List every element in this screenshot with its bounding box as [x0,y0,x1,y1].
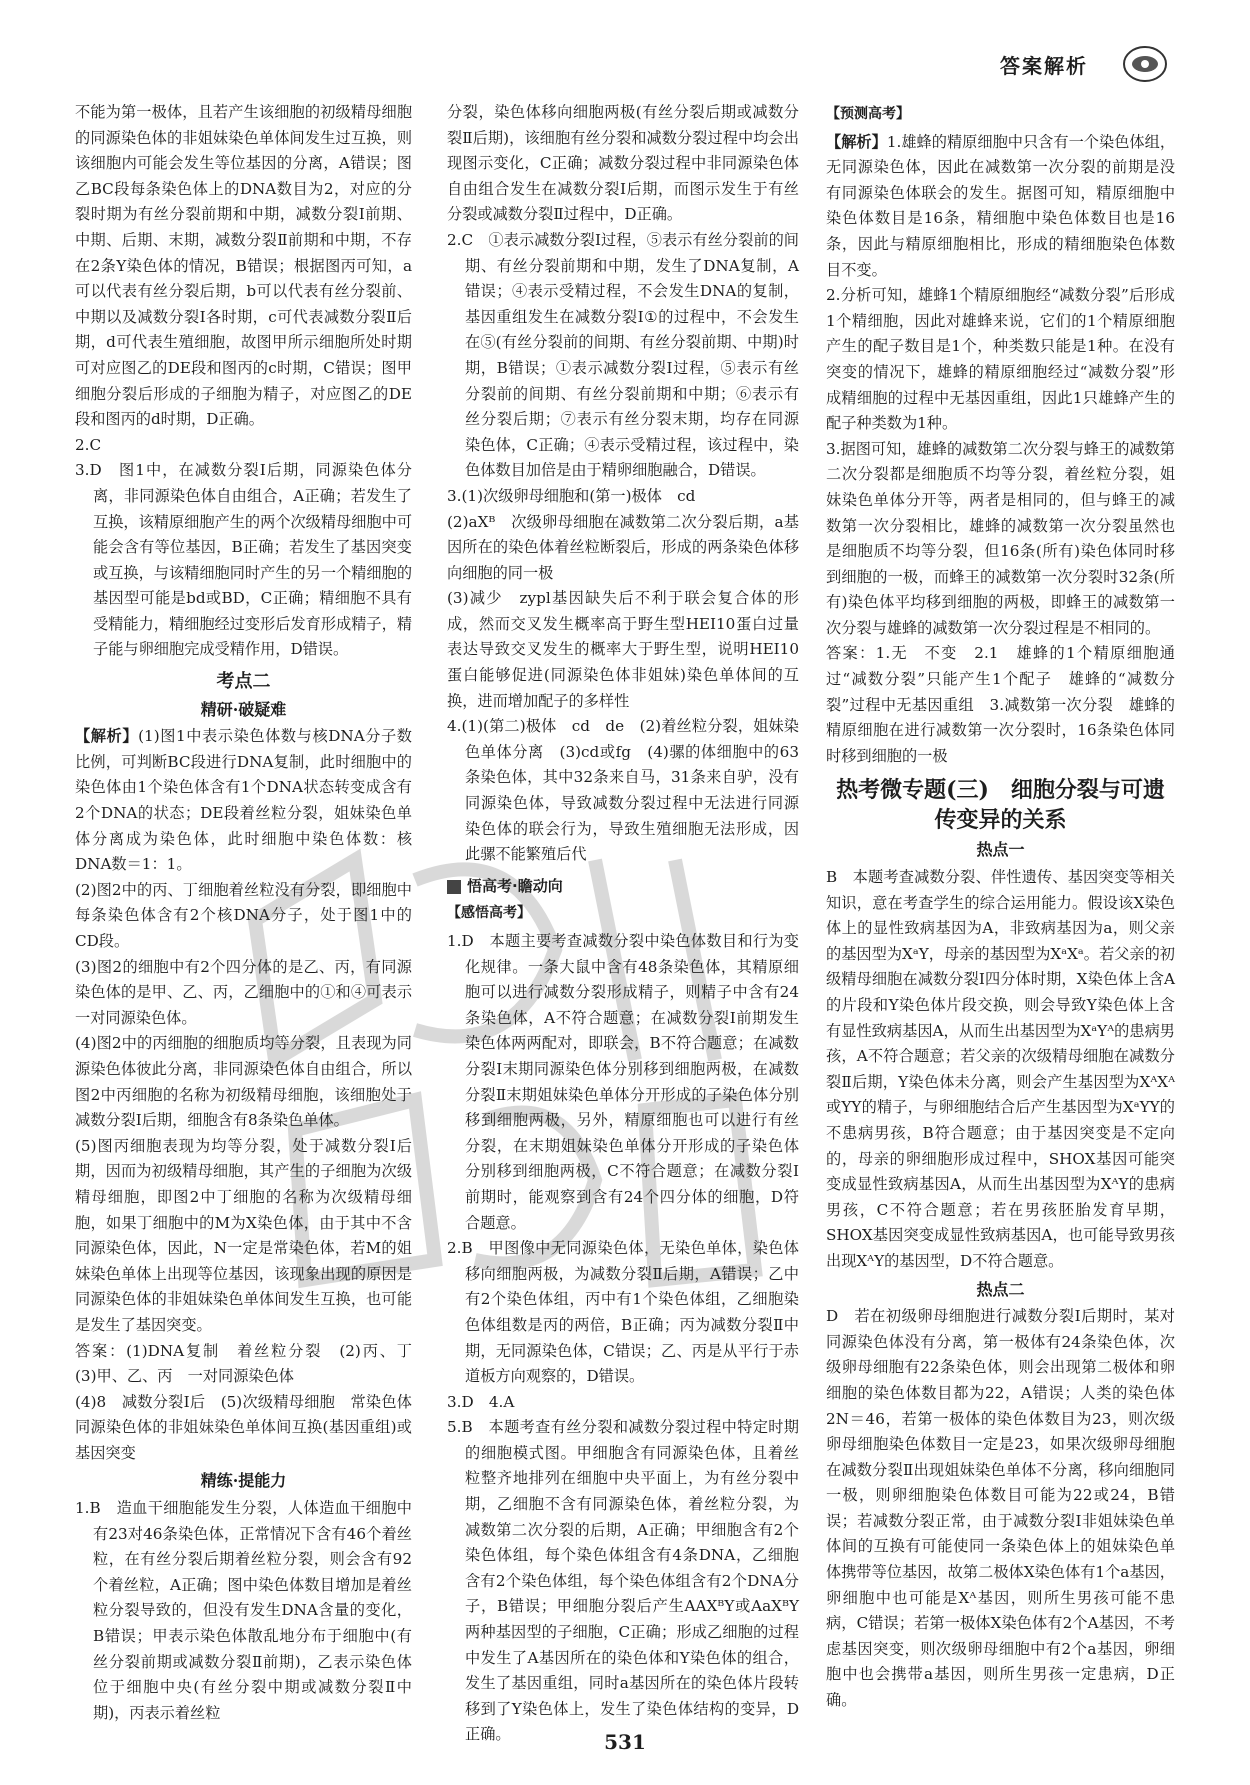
analysis-paragraph: (4)图2中的丙细胞的细胞质均等分裂，且表现为同源染色体彼此分离，非同源染色体自由组合，所以图2中丙细胞的名称为初级精母细胞，该细胞处于减数分裂Ⅰ后期，细胞含有8条染色单体。 [75,1034,412,1130]
analysis-paragraph: 3.据图可知，雄蜂的减数第二次分裂与蜂王的减数第二次分裂都是细胞质不均等分裂，着丝粒分裂，姐妹染色单体分开等，两者是相同的，但与蜂王的减数第一次分裂相比，雄蜂的减数第一次分裂虽然也是细胞质不均等分裂，但16条(所有)染色体同时移到细胞的一极，而蜂王的减数第一次分裂时32条(所有)染色体平均移到细胞的两极，即蜂王的减数第一次分裂与雄蜂的减数第一次分裂过程是不相同的。 [826,439,1175,637]
answer-paragraph: 答案：1.无 不变 2.1 雄蜂的1个精原细胞通过“减数分裂”只能产生1个配子 雄蜂的“减数分裂”过程中无基因重组 3.减数第一次分裂 雄蜂的精原细胞在进行减数第一次分裂时，16条染色体同时移到细胞的一极 [826,644,1175,765]
grid-icon [447,880,461,894]
analysis-paragraph [826,130,1175,284]
answer-paragraph: 分裂，染色体移向细胞两极(有丝分裂后期或减数分裂Ⅱ后期)，该细胞有丝分裂和减数分裂过程中均会出现图示变化，C正确；减数分裂过程中非同源染色体自由组合发生在减数分裂Ⅰ后期，而图示发生于有丝分裂或减数分裂Ⅱ过程中，D正确。 [447,103,799,224]
topic-title: 热考微专题(三) 细胞分裂与可遗传变异的关系 [836,777,1165,834]
answer-paragraph: B 本题考查减数分裂、伴性遗传、基因突变等相关知识，意在考查学生的综合运用能力。假设该X染色体上的显性致病基因为A，非致病基因为a，则父亲的基因型为XᵃY，母亲的基因型为XᵃXᵃ。若父亲的初级精母细胞在减数分裂Ⅰ四分体时期，X染色体上含A的片段和Y染色体片段交换，则会导致Y染色体上含有显性致病基因A，从而生出基因型为XᵃYᴬ的患病男孩，A不符合题意；若父亲的次级精母细胞在减数分裂Ⅱ后期，Y染色体未分离，则会产生基因型为XᴬXᴬ或YY的精子，与卵细胞结合后产生基因型为XᵃYY的不患病男孩，B符合题意；由于基因突变是不定向的，母亲的卵细胞形成过程中，SHOX基因可能突变成显性致病基因A，从而生出基因型为XᴬY的患病男孩，C不符合题意；若在男孩胚胎发育早期，SHOX基因突变成显性致病基因A，也可能导致男孩出现XᴬY的基因型，D不符合题意。 [826,868,1175,1270]
analysis-label: 【解析】 [75,727,139,746]
analysis-text: 1.雄蜂的精原细胞中只含有一个染色体组，无同源染色体，因此在减数第一次分裂的前期是没有同源染色体联会的发生。据图可知，精原细胞中染色体数目是16条，精细胞中染色体数目也是16条，因此与精原细胞相比，形成的精细胞染色体数目不变。 [826,132,1176,279]
analysis-paragraph: (2)图2中的丙、丁细胞着丝粒没有分裂，即细胞中每条染色体含有2个核DNA分子，处于图1中的CD段。 [75,880,412,950]
answer-item: 3.D 4.A [447,1392,515,1411]
analysis-paragraph: 2.分析可知，雄蜂1个精原细胞经“减数分裂”后形成1个精细胞，因此对雄蜂来说，它们的1个精原细胞产生的配子数目是1个，种类数只能是1种。在没有突变的情况下，雄蜂的精原细胞经过“减数分裂”形成精细胞的过程中无基因重组，因此1只雄蜂产生的配子种类数为1种。 [826,286,1175,433]
section-banner [447,874,799,900]
answer-paragraph: 不能为第一极体，且若产生该细胞的初级精母细胞的同源染色体的非姐妹染色单体间发生过互换，则该细胞内可能会发生等位基因的分离，A错误；图乙BC段每条染色体上的DNA数目为2，对应的分裂时期为有丝分裂前期和中期，减数分裂Ⅰ前期、中期、后期、末期，减数分裂Ⅱ前期和中期，不存在2条Y染色体的情况，B错误；根据图丙可知，a可以代表有丝分裂后期，b可以代表有丝分裂前、中期以及减数分裂Ⅰ各时期，c可代表减数分裂Ⅱ后期，d可代表生殖细胞，故图甲所示细胞所处时期可对应图乙的DE段和图丙的c时期，C错误；图甲细胞分裂后形成的子细胞为精子，对应图乙的DE段和图丙的d时期，D正确。 [75,103,412,429]
column-left [75,100,428,1726]
answer-item: 3.D 图1中，在减数分裂Ⅰ后期，同源染色体分离，非同源染色体自由组合，A正确；若发生了互换，该精原细胞产生的两个次级精母细胞中可能会含有等位基因，B正确；若发生了基因突变或互换，与该精细胞同时产生的另一个精细胞的基因型可能是bd或BD，C正确；精细胞不具有受精能力，精细胞经过变形后发育形成精子，精子能与卵细胞完成受精作用，D错误。 [75,461,412,659]
answer-item: 2.C ①表示减数分裂Ⅰ过程，⑤表示有丝分裂前的间期、有丝分裂前期和中期，发生了DNA复制，A错误；④表示受精过程，不会发生DNA的复制，基因重组发生在减数分裂Ⅰ①的过程中，不会发生在⑤(有丝分裂前的间期、有丝分裂前期、中期)时期，B错误；①表示减数分裂Ⅰ过程，⑤表示有丝分裂前的间期、有丝分裂前期和中期；⑥表示有丝分裂后期；⑦表示有丝分裂末期，均存在同源染色体，C正确；④表示受精过程，该过程中，染色体数目加倍是由于精卵细胞融合，D错误。 [447,230,799,480]
analysis-paragraph [75,724,412,878]
subsection-title: 精研·破疑难 [200,699,287,719]
analysis-paragraph: (5)图丙细胞表现为均等分裂，处于减数分裂Ⅰ后期，因而为初级精母细胞，其产生的子细胞为次级精母细胞，即图2中丁细胞的名称为次级精母细胞，如果丁细胞中的M为X染色体，由于其中不含同源染色体，因此，N一定是常染色体，若M的姐妹染色单体上出现等位基因，该现象出现的原因是同源染色体的非姐妹染色单体间发生互换，也可能是发生了基因突变。 [75,1136,412,1334]
column-right [826,100,1175,1714]
answer-item: 5.B 本题考查有丝分裂和减数分裂过程中特定时期的细胞模式图。甲细胞含有同源染色体，且着丝粒整齐地排列在细胞中央平面上，为有丝分裂中期，乙细胞不含有同源染色体，着丝粒分裂，为减数第二次分裂的后期，A正确；甲细胞含有2个染色体组，每个染色体组含有4条DNA，乙细胞含有2个染色体组，每个染色体组含有2个DNA分子，B错误；甲细胞分裂后产生AAXᴮY或AaXᴮY两种基因型的子细胞，C正确；形成乙细胞的过程中发生了A基因所在的染色体和Y染色体的组合，发生了基因重组，同时a基因所在的染色体片段转移到了Y染色体上，发生了染色体结构的变异，D正确。 [447,1418,799,1744]
answer-paragraph: (3)减少 zypl基因缺失后不利于联会复合体的形成，然而交叉发生概率高于野生型HEI10蛋白过量表达导致交叉发生的概率大于野生型，说明HEI10蛋白能够促进(同源染色体非姐妹)染色单体间的互换，进而增加配子的多样性 [447,589,799,710]
section-tag: 【感悟高考】 [447,905,531,922]
answer-item: 1.B 造血干细胞能发生分裂，人体造血干细胞中有23对46条染色体，正常情况下含有46个着丝粒，在有丝分裂后期着丝粒分裂，则会含有92个着丝粒，A正确；图中染色体数目增加是着丝粒分裂导致的，但没有发生DNA含量的变化，B错误；甲表示染色体散乱地分布于细胞中(有丝分裂前期或减数分裂Ⅱ前期)，乙表示染色体位于细胞中央(有丝分裂中期或减数分裂Ⅱ中期)，丙表示着丝粒 [75,1499,412,1722]
page-header [0,0,1250,92]
answer-paragraph: (2)aXᴮ 次级卵母细胞在减数第二次分裂后期，a基因所在的染色体着丝粒断裂后，形成的两条染色体移向细胞的同一极 [447,512,799,582]
answer-item: 1.D 本题主要考查减数分裂中染色体数目和行为变化规律。一条大鼠中含有48条染色体，其精原细胞可以进行减数分裂形成精子，则精子中含有24条染色体，A不符合题意；在减数分裂Ⅰ前期发生染色体两两配对，即联会，B不符合题意；在减数分裂Ⅰ末期同源染色体分别移到细胞两极，在减数分裂Ⅱ末期姐妹染色单体分开形成的子染色体分别移到细胞两极，另外，精原细胞也可以进行有丝分裂，在末期姐妹染色单体分开形成的子染色体分别移到细胞两极，C不符合题意；在减数分裂Ⅰ前期时，能观察到含有24个四分体的细胞，D符合题意。 [447,932,799,1232]
analysis-label: 【解析】 [826,132,887,151]
hotspot-title: 热点二 [976,1279,1025,1299]
hotspot-title: 热点一 [976,840,1025,860]
answer-paragraph: 答案：(1)DNA复制 着丝粒分裂 (2)丙、丁 (3)甲、乙、丙 一对同源染色体 [75,1341,428,1386]
subsection-title: 精练·提能力 [200,1471,287,1491]
section-tag: 【预测高考】 [826,106,910,122]
section-title: 考点二 [216,671,271,693]
header-title: 答案解析 [1000,54,1088,78]
answer-item: 3.(1)次级卵母细胞和(第一)极体 cd [447,486,696,505]
page-number: 531 [604,1730,646,1754]
banner-label: 悟高考·瞻动向 [467,876,563,895]
answer-paragraph: D 若在初级卵母细胞进行减数分裂Ⅰ后期时，某对同源染色体没有分离，第一极体有24条染色体，次级卵母细胞有22条染色体，则会出现第二极体和卵细胞的染色体数目都为22，A错误；人类的染色体2N＝46，若第一极体的染色体数目为23，则次级卵母细胞染色体数目一定是23，如果次级卵母细胞在减数分裂Ⅱ出现姐妹染色单体不分离，移向细胞同一极，则卵细胞染色体数目可能为22或24，B错误；若减数分裂正常，由于减数分裂Ⅰ非姐妹染色单体间的互换有可能使同一条染色体上的姐妹染色单体携带等位基因，故第二极体X染色体有1个a基因，卵细胞中也可能是Xᴬ基因，则所生男孩可能不患病，C错误；若第一极体X染色体有2个A基因，不考虑基因突变，则次级卵母细胞中有2个a基因，卵细胞中也会携带a基因，则所生男孩一定患病，D正确。 [826,1307,1175,1710]
column-middle [447,100,799,1748]
analysis-text: (1)图1中表示染色体数与核DNA分子数比例，可判断BC段进行DNA复制，此时细胞中的染色体由1个染色体含有1个DNA状态转变成含有2个DNA的状态；DE段着丝粒分裂，姐妹染色单体分离成为染色体，此时细胞中染色体数：核DNA数＝1：1。 [75,727,412,874]
answer-item: 4.(1)(第二)极体 cd de (2)着丝粒分裂，姐妹染色单体分离 (3)cd或fg (4)骡的体细胞中的63条染色体，其中32条来自马，31条来自驴，没有同源染色体，导致减数分裂过程中无法进行同源染色体的联会行为，导致生殖细胞无法形成，因此骡不能繁殖后代 [447,717,799,864]
answer-item: 2.C [75,435,102,454]
answer-paragraph: (4)8 减数分裂Ⅰ后 (5)次级精母细胞 常染色体 同源染色体的非姐妹染色单体间互换(基因重组)或基因突变 [75,1392,428,1462]
answer-item: 2.B 甲图像中无同源染色体，无染色单体，染色体移向细胞两极，为减数分裂Ⅱ后期，A错误；乙中有2个染色体组，丙中有1个染色体组，乙细胞染色体组数是丙的两倍，B正确；丙为减数分裂Ⅱ中期，无同源染色体，C错误；乙、丙是从平行于赤道板方向观察的，D错误。 [447,1239,799,1386]
analysis-paragraph: (3)图2的细胞中有2个四分体的是乙、丙，有同源染色体的是甲、乙、丙，乙细胞中的①和④可表示一对同源染色体。 [75,957,412,1027]
eye-logo-icon [1122,44,1168,84]
